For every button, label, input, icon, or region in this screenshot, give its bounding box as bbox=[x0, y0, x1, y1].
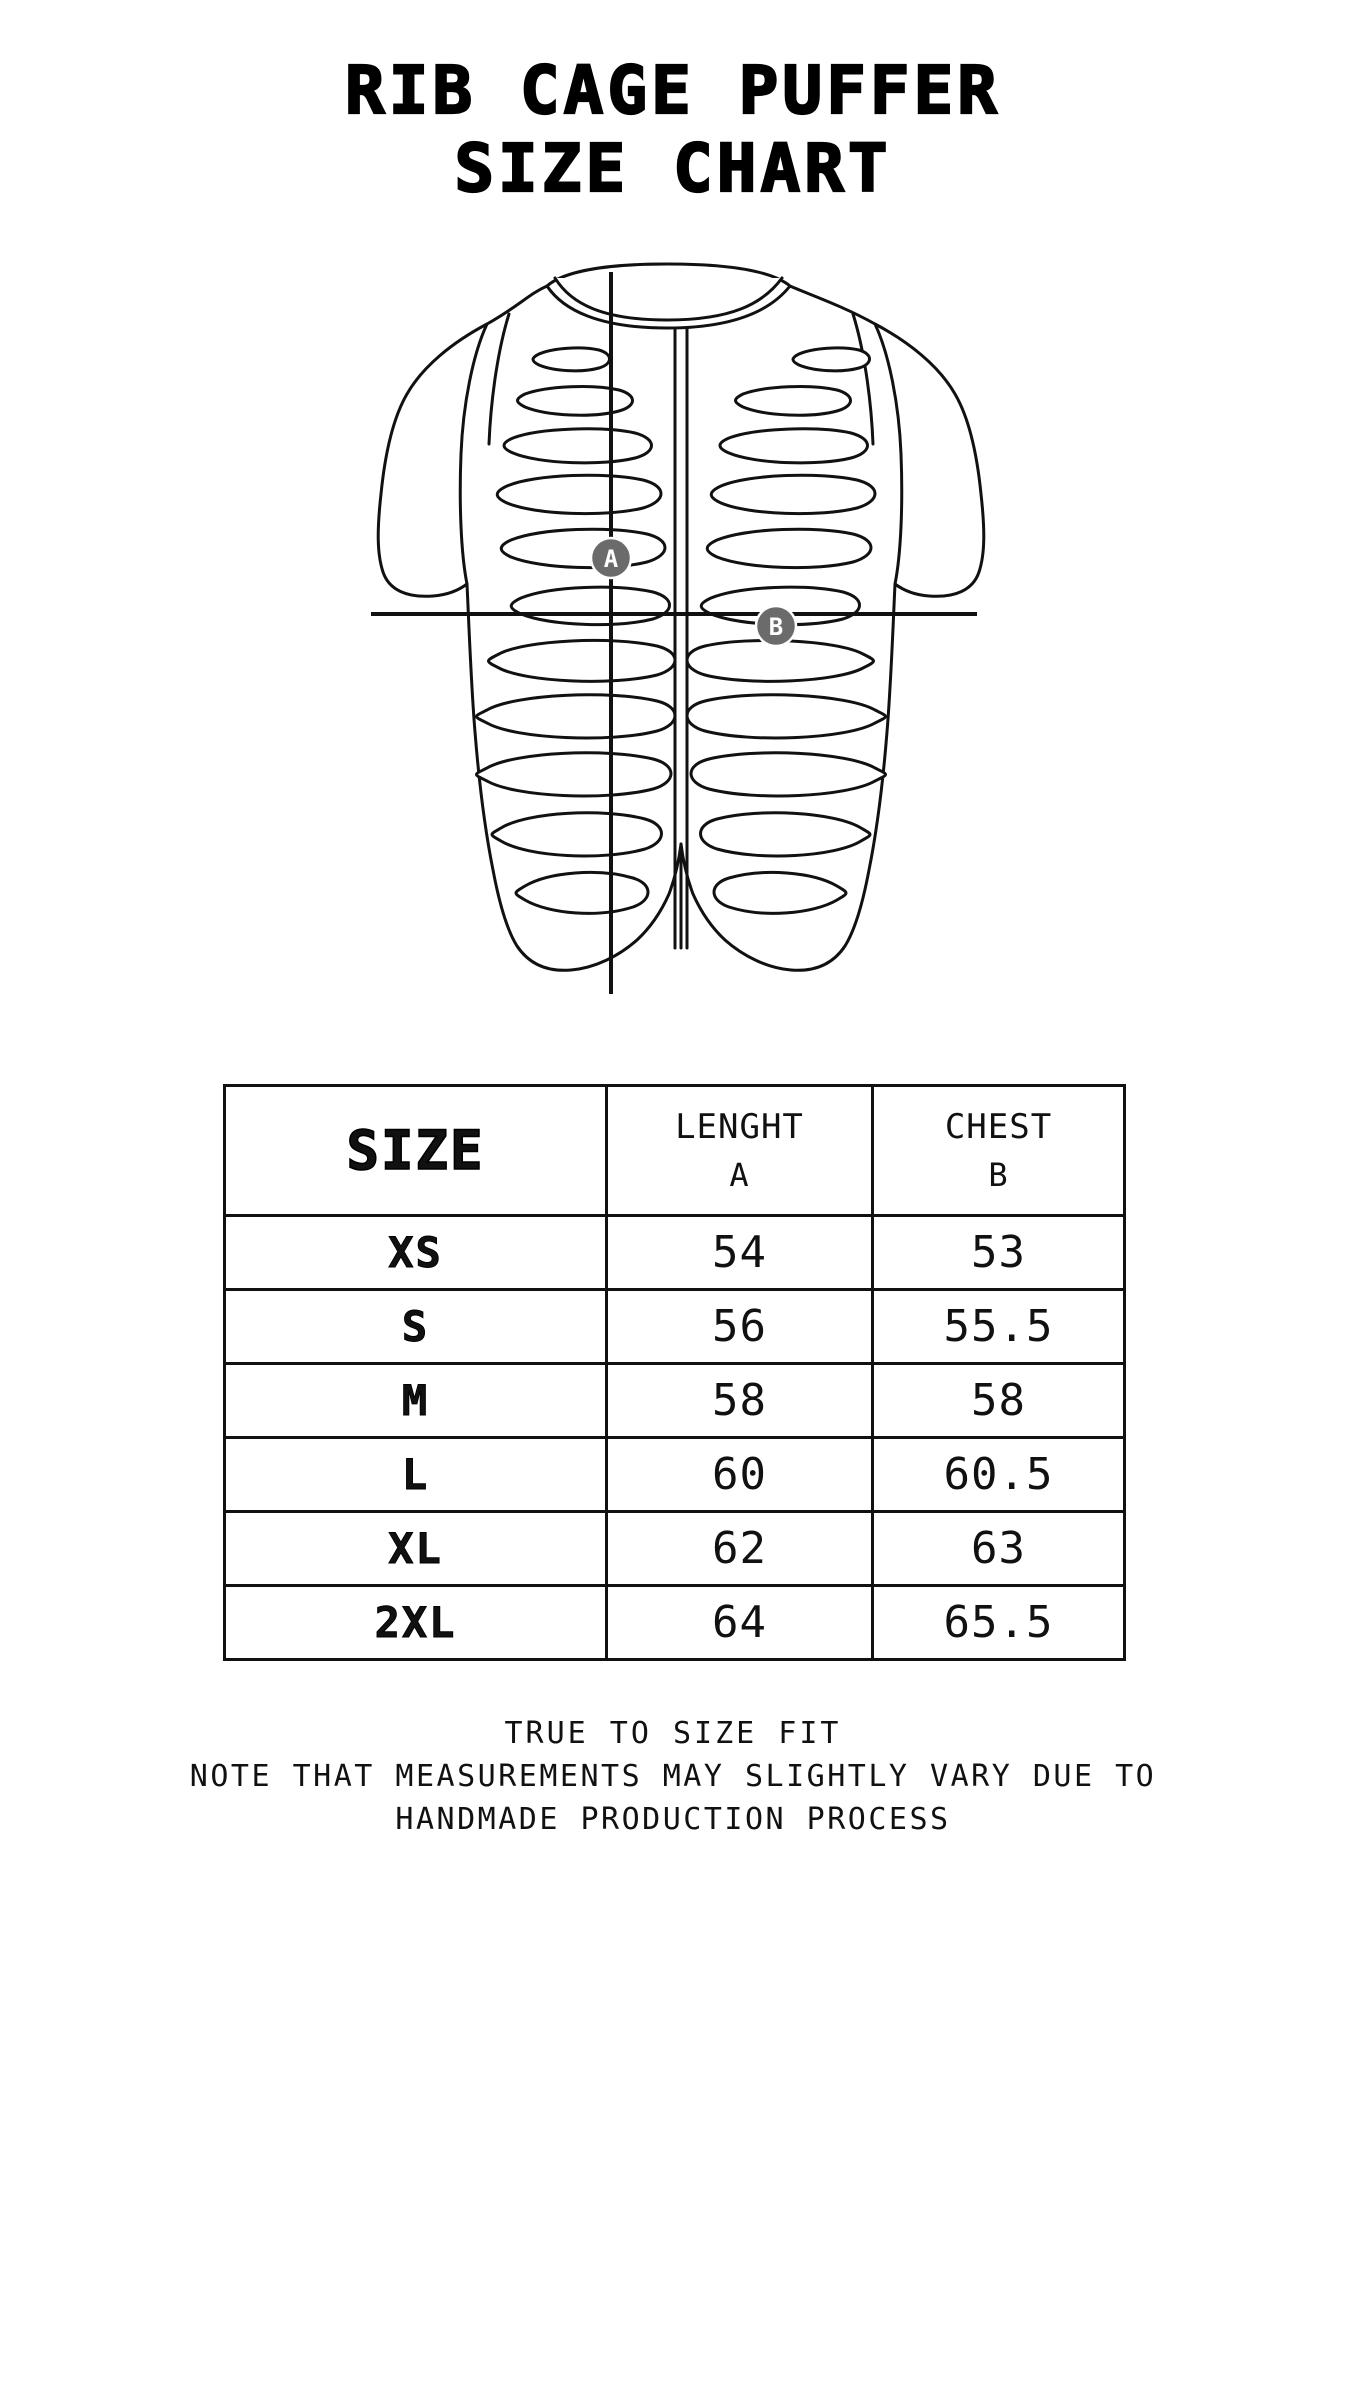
table-row bbox=[225, 1438, 1125, 1512]
cell-size: 2XL bbox=[225, 1586, 607, 1660]
header-chest-label: CHEST bbox=[944, 1106, 1053, 1147]
puffer-vest-drawing bbox=[263, 254, 1083, 1014]
table-header bbox=[225, 1085, 1125, 1216]
table-row bbox=[225, 1290, 1125, 1364]
cell-length: 54 bbox=[607, 1216, 873, 1290]
marker-a-label: A bbox=[603, 544, 619, 573]
table-header-row bbox=[225, 1085, 1125, 1216]
cell-length: 62 bbox=[607, 1512, 873, 1586]
table-row bbox=[225, 1364, 1125, 1438]
cell-length: 60 bbox=[607, 1438, 873, 1512]
marker-b-label: B bbox=[768, 612, 784, 641]
page-title bbox=[345, 52, 1001, 208]
table-body bbox=[225, 1216, 1125, 1660]
header-size: SIZE bbox=[225, 1085, 607, 1216]
title-line-2: SIZE CHART bbox=[454, 129, 892, 207]
header-length bbox=[607, 1085, 873, 1216]
garment-illustration bbox=[0, 254, 1346, 1054]
size-table-wrapper bbox=[223, 1084, 1123, 1662]
cell-length: 64 bbox=[607, 1586, 873, 1660]
cell-chest: 60.5 bbox=[873, 1438, 1125, 1512]
note-line-3: HANDMADE PRODUCTION PROCESS bbox=[395, 1801, 951, 1837]
cell-chest: 53 bbox=[873, 1216, 1125, 1290]
table-row bbox=[225, 1512, 1125, 1586]
marker-b bbox=[756, 606, 796, 646]
cell-chest: 65.5 bbox=[873, 1586, 1125, 1660]
title-line-1: RIB CAGE PUFFER bbox=[344, 52, 1002, 129]
cell-size: XL bbox=[225, 1512, 607, 1586]
marker-a bbox=[591, 538, 631, 578]
cell-size: L bbox=[225, 1438, 607, 1512]
table-row bbox=[225, 1216, 1125, 1290]
header-chest bbox=[873, 1085, 1125, 1216]
cell-chest: 63 bbox=[873, 1512, 1125, 1586]
cell-chest: 58 bbox=[873, 1364, 1125, 1438]
size-table bbox=[223, 1084, 1126, 1662]
note-line-2: NOTE THAT MEASUREMENTS MAY SLIGHTLY VARY DUE TO bbox=[189, 1759, 1157, 1795]
header-length-label: LENGHT bbox=[675, 1106, 804, 1147]
header-length-sub: A bbox=[729, 1156, 750, 1195]
note-line-1: TRUE TO SIZE FIT bbox=[504, 1716, 842, 1752]
header-chest-sub: B bbox=[988, 1156, 1009, 1195]
cell-length: 58 bbox=[607, 1364, 873, 1438]
cell-chest: 55.5 bbox=[873, 1290, 1125, 1364]
cell-size: XS bbox=[225, 1216, 607, 1290]
table-row bbox=[225, 1586, 1125, 1660]
cell-size: M bbox=[225, 1364, 607, 1438]
cell-size: S bbox=[225, 1290, 607, 1364]
cell-length: 56 bbox=[607, 1290, 873, 1364]
footnotes bbox=[190, 1713, 1156, 1841]
